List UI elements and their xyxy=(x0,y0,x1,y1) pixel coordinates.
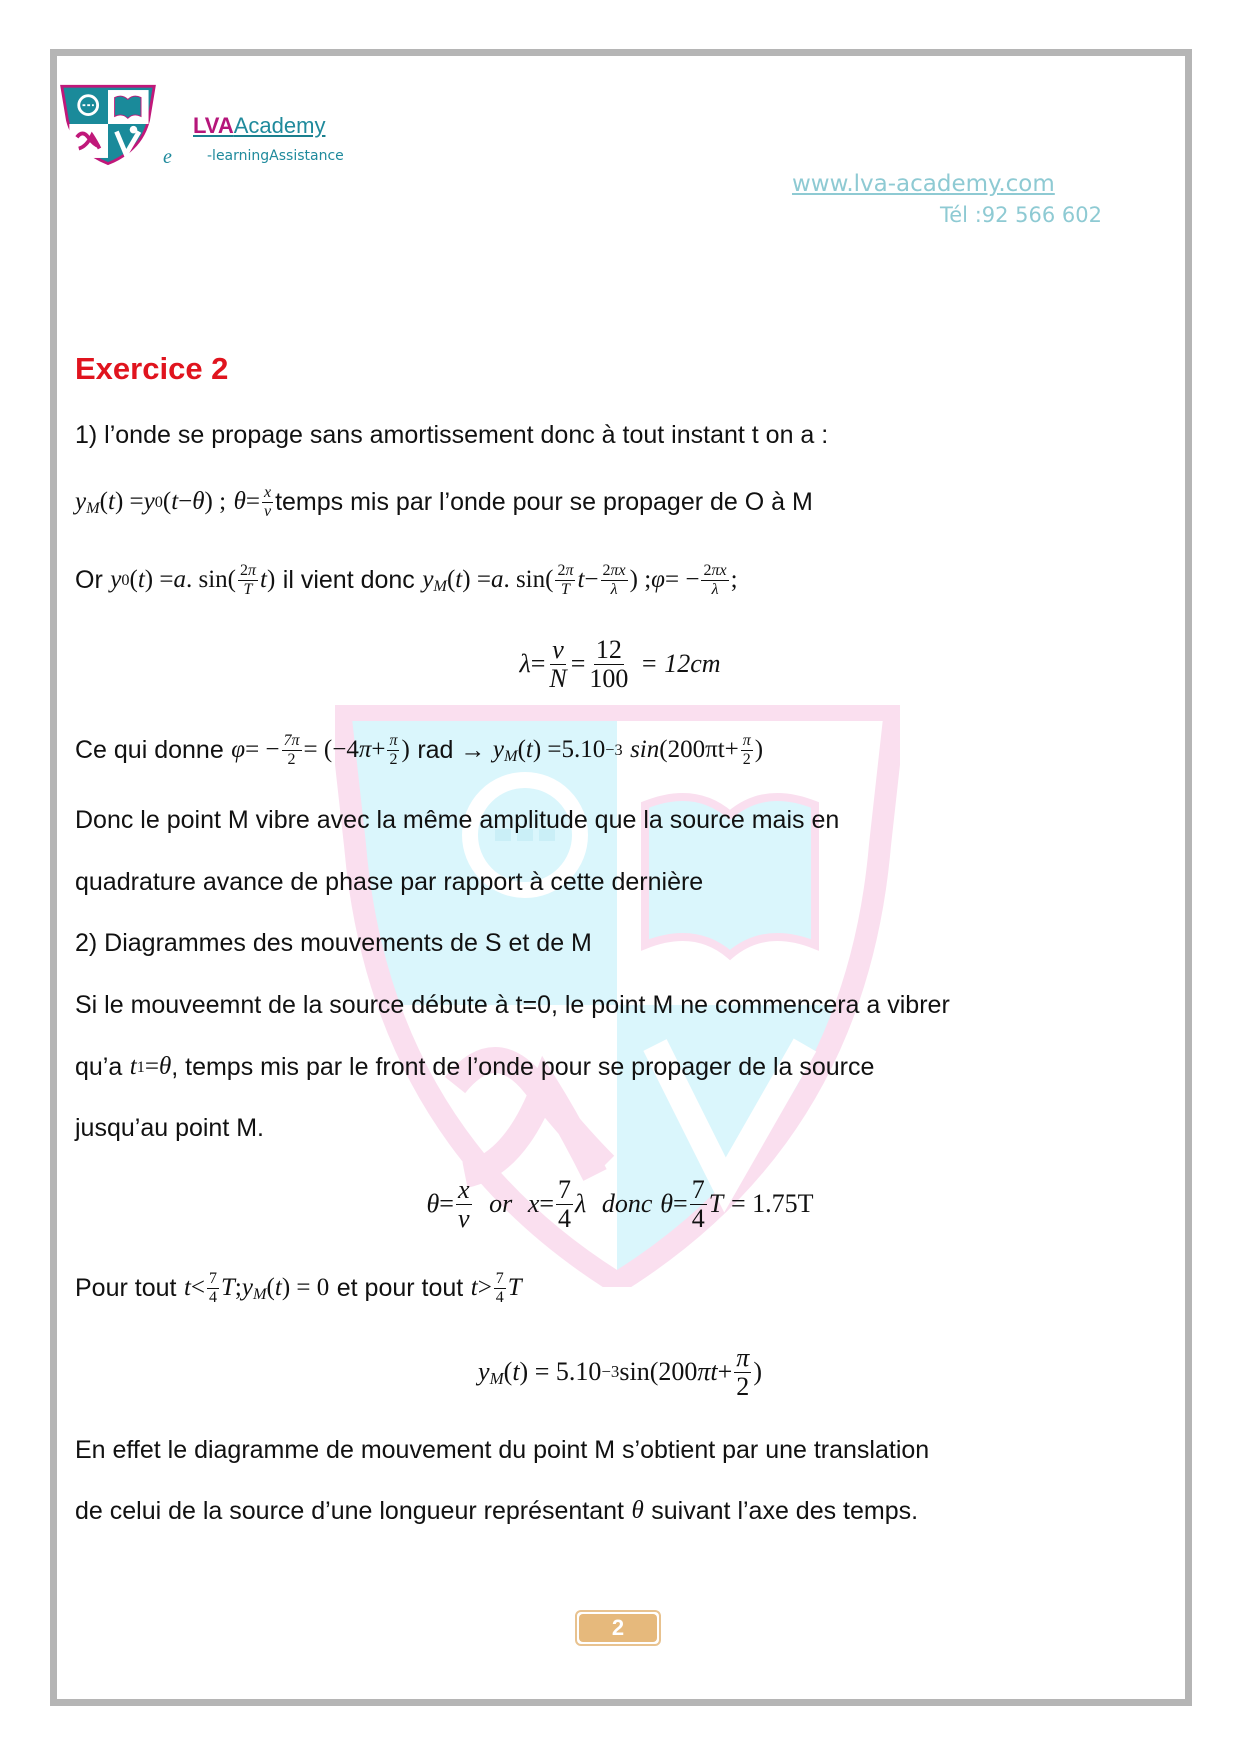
text-line: Donc le point M vibre avec la même amplitude que la source mais en xyxy=(75,806,840,834)
text-line: de celui de la source d’une longueur représentant θ suivant l’axe des temps. xyxy=(75,1497,919,1525)
website-link[interactable]: www.lva-academy.com xyxy=(792,171,1055,197)
lva-academy-logo xyxy=(58,80,158,168)
text-line: En effet le diagramme de mouvement du point M s’obtient par une translation xyxy=(75,1436,930,1464)
brand-tagline: -learningAssistance xyxy=(207,148,344,164)
page-number-badge xyxy=(575,1610,661,1646)
wavelength-equation: λ = $\frac{v}{N}$ = $\frac{12}{100}$ = 12cm xyxy=(519,634,721,693)
motion-equation: $y_M$ ( t ) = 5.10 −3 sin(200 πt + $\frac{\pi}{2}$ ) xyxy=(478,1342,762,1401)
equation-line: Or y 0 ( t ) = a . sin( $\frac{2\pi}{T}$ t ) il vient donc $y_M$ ( t ) = a . sin( $\frac{2\pi}{T}$ t − $\frac{2\pi x}{\lambda}$ ) ; φ = − $\frac{2\pi x}{\lambda}$ ; xyxy=(75,561,738,598)
text-line: quadrature avance de phase par rapport à cette dernière xyxy=(75,868,704,896)
brand-academy: Academy xyxy=(233,113,326,138)
phone-number: Tél :92 566 602 xyxy=(940,203,1103,227)
brand-name xyxy=(193,112,325,140)
book-icon xyxy=(115,96,141,118)
page-number: 2 xyxy=(579,1614,657,1642)
text-line: qu’a t 1 = θ , temps mis par le front de l’onde pour se propager de la source xyxy=(75,1053,875,1081)
section-heading: 2) Diagrammes des mouvements de S et de M xyxy=(75,929,592,957)
text-line: 1) l’onde se propage sans amortissement donc à tout instant t on a : xyxy=(75,421,829,449)
theta-equation: θ = $\frac{x}{v}$ or x = $\frac{7}{4}$ λ donc θ = $\frac{7}{4}$ T = 1.75T xyxy=(426,1174,814,1233)
e-learning-mark: e xyxy=(163,146,172,168)
text-line: Si le mouveemnt de la source débute à t=0, le point M ne commencera a vibrer xyxy=(75,991,950,1019)
exercise-title: Exercice 2 xyxy=(75,351,229,386)
equation-line: Pour tout t < $\frac{7}{4}$ T ; $y_M$ ( t ) = 0 et pour tout t > $\frac{7}{4}$ T xyxy=(75,1269,522,1306)
text-line: jusqu’au point M. xyxy=(75,1114,265,1142)
equation-line: Ce qui donne φ = − $\frac{7\pi}{2}$ = (−4 π + $\frac{\pi}{2}$ ) rad → $y_M$ ( t ) = 5.10 −3 sin ( 200πt + $\frac{\pi}{2}$ ) xyxy=(75,731,764,768)
brand-lva: LVA xyxy=(193,113,234,138)
equation-line: $y_M$ ( t ) = y 0 ( t − θ ) ; θ = $\frac{x}{v}$ temps mis par l’onde pour se propager de O à M xyxy=(75,483,813,520)
